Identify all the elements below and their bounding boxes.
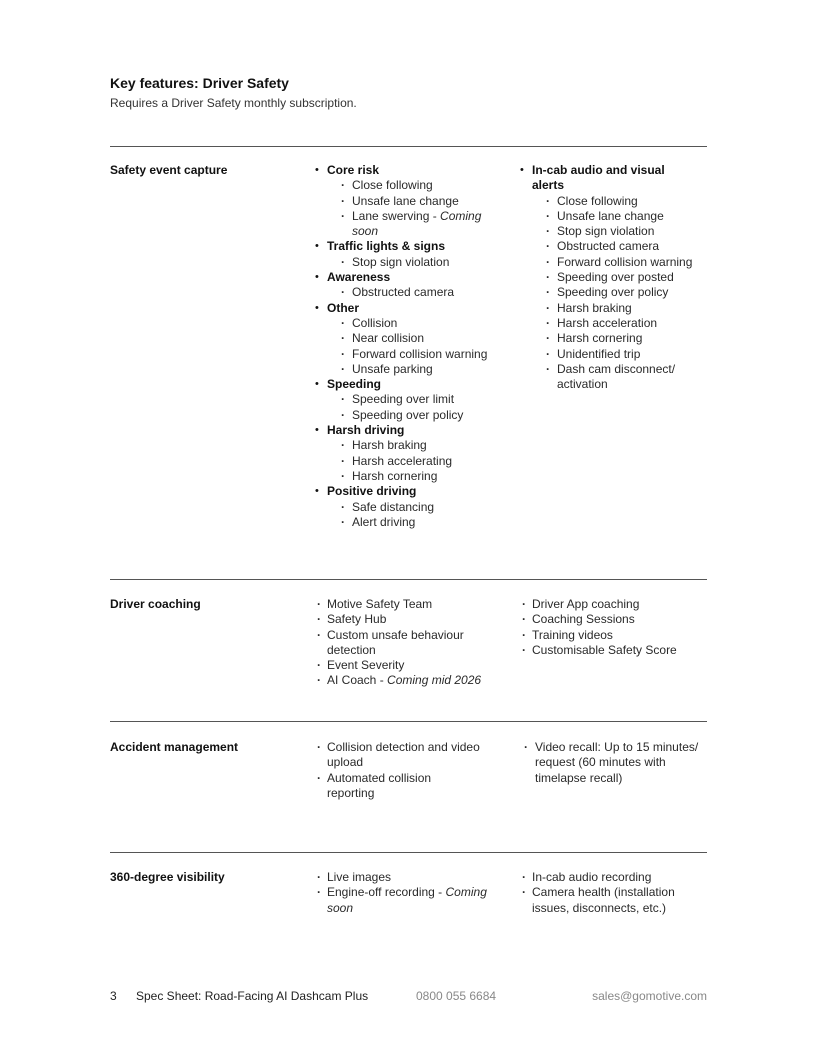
list-item: · Obstructed camera <box>327 285 495 300</box>
column-images <box>315 870 495 916</box>
list-item: · Alert driving <box>327 515 495 530</box>
footer-phone[interactable]: 0800 055 6684 <box>416 989 497 1003</box>
list-item: · Forward collision warning <box>327 347 495 362</box>
list-item: · Speeding over policy <box>532 285 700 300</box>
group-title: • Harsh driving <box>327 423 405 438</box>
group-speeding <box>315 377 495 423</box>
column-collision <box>315 740 495 801</box>
list-item <box>327 209 495 240</box>
section-divider <box>110 721 707 722</box>
list-item: · Driver App coaching <box>520 597 700 612</box>
page-subtitle: Requires a Driver Safety monthly subscription. <box>110 96 357 110</box>
list-item <box>315 673 495 688</box>
group-traffic-lights-signs <box>315 239 495 270</box>
list-item: · Collision <box>327 316 495 331</box>
section-label: 360-degree visibility <box>110 870 225 884</box>
item-text: Engine-off recording - <box>327 885 446 900</box>
item-text: AI Coach - <box>327 673 388 688</box>
group-title: • Awareness <box>327 270 391 285</box>
list-item: · Harsh cornering <box>327 469 495 484</box>
list-item: · Dash cam disconnect/ activation <box>532 362 702 393</box>
list-item: · Collision detection and video upload <box>315 740 497 771</box>
list-item: · In-cab audio recording <box>520 870 700 885</box>
section-label: Accident management <box>110 740 239 754</box>
section-label: Safety event capture <box>110 163 228 177</box>
list-item: · Safety Hub <box>315 612 495 627</box>
column-audio-health <box>520 870 700 916</box>
list-item <box>315 885 502 916</box>
list-item: · Live images <box>315 870 495 885</box>
group-title: • Positive driving <box>327 484 417 499</box>
list-item: · Safe distancing <box>327 500 495 515</box>
section-divider <box>110 146 707 147</box>
group-harsh-driving <box>315 423 495 484</box>
list-item: · Near collision <box>327 331 495 346</box>
list-item: · Stop sign violation <box>327 255 495 270</box>
list-item: · Forward collision warning <box>532 255 700 270</box>
page-number: 3 <box>110 989 117 1003</box>
coming-soon-note: Coming soon <box>352 208 482 239</box>
list-item: · Coaching Sessions <box>520 612 700 627</box>
list-item: · Stop sign violation <box>532 224 700 239</box>
column-coaching-driver-app <box>520 597 700 658</box>
footer-spec-title: Spec Sheet: Road-Facing AI Dashcam Plus <box>136 989 369 1003</box>
column-video-recall <box>520 740 700 786</box>
coming-soon-note: Coming soon <box>327 885 487 915</box>
list-item: · Unsafe lane change <box>327 194 495 209</box>
section-label: Driver coaching <box>110 597 201 611</box>
column-in-cab-alerts <box>520 163 700 392</box>
section-divider <box>110 579 707 580</box>
list-item: · Custom unsafe behaviour detection <box>315 628 477 659</box>
page-title: Key features: Driver Safety <box>110 75 289 91</box>
list-item: · Obstructed camera <box>532 239 700 254</box>
list-item: · Unidentified trip <box>532 347 700 362</box>
group-awareness <box>315 270 495 301</box>
section-divider <box>110 852 707 853</box>
list-item: · Customisable Safety Score <box>520 643 700 658</box>
list-item: · Close following <box>532 194 700 209</box>
list-item: · Automated collision reporting <box>315 771 457 802</box>
item-text: Lane swerving - <box>352 208 441 223</box>
list-item: · Harsh braking <box>327 438 495 453</box>
list-item: · Training videos <box>520 628 700 643</box>
list-item: · Event Severity <box>315 658 495 673</box>
group-other <box>315 301 495 377</box>
list-item: · Unsafe lane change <box>532 209 700 224</box>
list-item: · Speeding over policy <box>327 408 495 423</box>
column-event-types <box>315 163 495 530</box>
group-title: • Other <box>327 300 360 315</box>
list-item: · Harsh cornering <box>532 331 700 346</box>
column-coaching-tools <box>315 597 495 689</box>
list-item: · Harsh accelerating <box>327 454 495 469</box>
footer-email[interactable]: sales@gomotive.com <box>592 989 707 1003</box>
list-item: · Speeding over limit <box>327 392 495 407</box>
list-item: · Unsafe parking <box>327 362 495 377</box>
list-item: · Close following <box>327 178 495 193</box>
coming-soon-note: Coming mid 2026 <box>387 673 482 688</box>
group-core-risk <box>315 163 495 239</box>
group-title: • In-cab audio and visual alerts <box>532 163 665 193</box>
list-item: · Speeding over posted <box>532 270 700 285</box>
list-item: · Harsh acceleration <box>532 316 700 331</box>
group-title: • Traffic lights & signs <box>327 239 446 254</box>
list-item: · Motive Safety Team <box>315 597 495 612</box>
group-title: • Speeding <box>327 377 382 392</box>
list-item: · Video recall: Up to 15 minutes/ request (60 minutes with timelapse recall) <box>520 740 713 786</box>
list-item: · Harsh braking <box>532 301 700 316</box>
list-item: · Camera health (installation issues, disconnects, etc.) <box>520 885 692 916</box>
group-positive-driving <box>315 484 495 530</box>
group-in-cab-alerts <box>520 163 700 392</box>
group-title: • Core risk <box>327 163 380 177</box>
